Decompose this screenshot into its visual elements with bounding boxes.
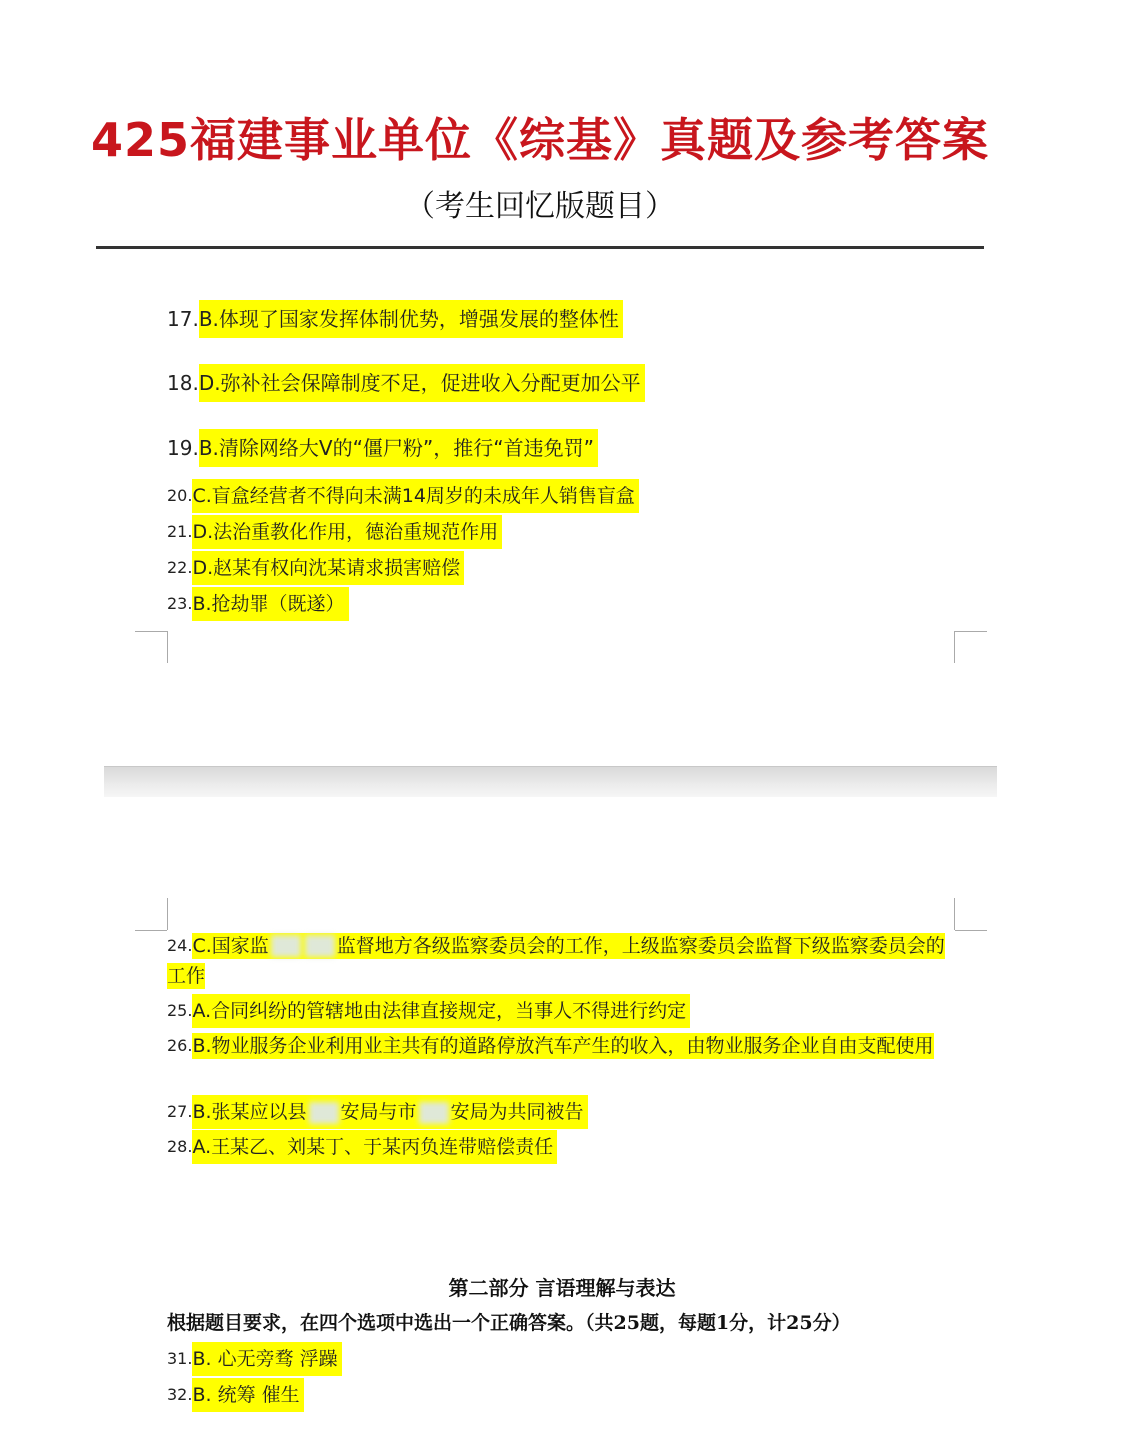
answer-22	[167, 551, 464, 585]
crop-mark	[954, 631, 955, 663]
answer-number: 21.	[167, 522, 193, 541]
answer-number: 32.	[167, 1385, 193, 1404]
answer-text: B.体现了国家发挥体制优势，增强发展的整体性	[199, 300, 623, 338]
answer-text: B. 心无旁骛 浮躁	[192, 1342, 341, 1376]
answer-text: D.赵某有权向沈某请求损害赔偿	[192, 551, 464, 585]
answer-text: 安局与市	[340, 1101, 417, 1123]
answer-25	[167, 994, 690, 1028]
answer-text: C.国家监	[192, 934, 269, 957]
answer-28	[167, 1130, 557, 1164]
crop-mark	[135, 930, 167, 931]
answer-number: 17.	[167, 307, 199, 331]
answer-text: 监督地方各级监察委员会的工作，上级监察委员会监督下级监察委员会的工作	[167, 934, 945, 987]
answer-text: D.弥补社会保障制度不足，促进收入分配更加公平	[199, 364, 645, 402]
redaction-blur	[305, 935, 335, 957]
crop-mark	[167, 631, 168, 663]
crop-mark	[135, 631, 167, 632]
answer-24	[167, 930, 962, 991]
answer-23	[167, 587, 349, 621]
redaction-blur	[271, 935, 301, 957]
crop-mark	[954, 631, 987, 632]
answer-number: 24.	[167, 935, 193, 955]
answer-27	[167, 1095, 588, 1129]
answer-18	[167, 364, 645, 402]
document-subtitle: （考生回忆版题目）	[405, 189, 675, 224]
redaction-blur	[309, 1102, 339, 1124]
answer-number: 23.	[167, 594, 193, 613]
redaction-blur	[419, 1102, 449, 1124]
answer-32-partial	[167, 1378, 304, 1406]
answer-text: B.清除网络大V的“僵尸粉”，推行“首违免罚”	[199, 429, 598, 467]
answer-text: B. 统筹 催生	[192, 1378, 303, 1412]
answer-number: 19.	[167, 436, 199, 460]
answer-text: B.抢劫罪（既遂）	[192, 587, 348, 621]
answer-31	[167, 1342, 342, 1376]
answer-text: B.物业服务企业利用业主共有的道路停放汽车产生的收入，由物业服务企业自由支配使用	[192, 1034, 934, 1057]
answer-text: D.法治重教化作用，德治重规范作用	[192, 515, 502, 549]
answer-text: C.盲盒经营者不得向未满14周岁的未成年人销售盲盒	[192, 479, 638, 513]
answer-text: A.王某乙、刘某丁、于某丙负连带赔偿责任	[192, 1130, 557, 1164]
answer-17	[167, 300, 623, 338]
answer-text: 安局为共同被告	[450, 1101, 584, 1123]
answer-26	[167, 1030, 962, 1061]
answer-19	[167, 429, 598, 467]
crop-mark	[954, 898, 955, 930]
answer-number: 31.	[167, 1349, 193, 1368]
answer-number: 18.	[167, 371, 199, 395]
answer-number: 27.	[167, 1102, 193, 1121]
section-instruction: 根据题目要求，在四个选项中选出一个正确答案。（共25题，每题1分，计25分）	[167, 1312, 851, 1334]
answer-text: A.合同纠纷的管辖地由法律直接规定，当事人不得进行约定	[192, 994, 690, 1028]
answer-20	[167, 479, 639, 513]
section-heading: 第二部分 言语理解与表达	[448, 1276, 676, 1300]
title-divider	[96, 246, 984, 249]
answer-number: 28.	[167, 1137, 193, 1156]
page-break-gap	[104, 766, 997, 797]
answer-number: 25.	[167, 1001, 193, 1020]
crop-mark	[167, 898, 168, 930]
answer-number: 26.	[167, 1035, 193, 1055]
answer-21	[167, 515, 502, 549]
answer-number: 20.	[167, 486, 193, 505]
answer-text: B.张某应以县	[192, 1101, 307, 1123]
answer-number: 22.	[167, 558, 193, 577]
document-title: 425福建事业单位《综基》真题及参考答案	[90, 113, 990, 167]
